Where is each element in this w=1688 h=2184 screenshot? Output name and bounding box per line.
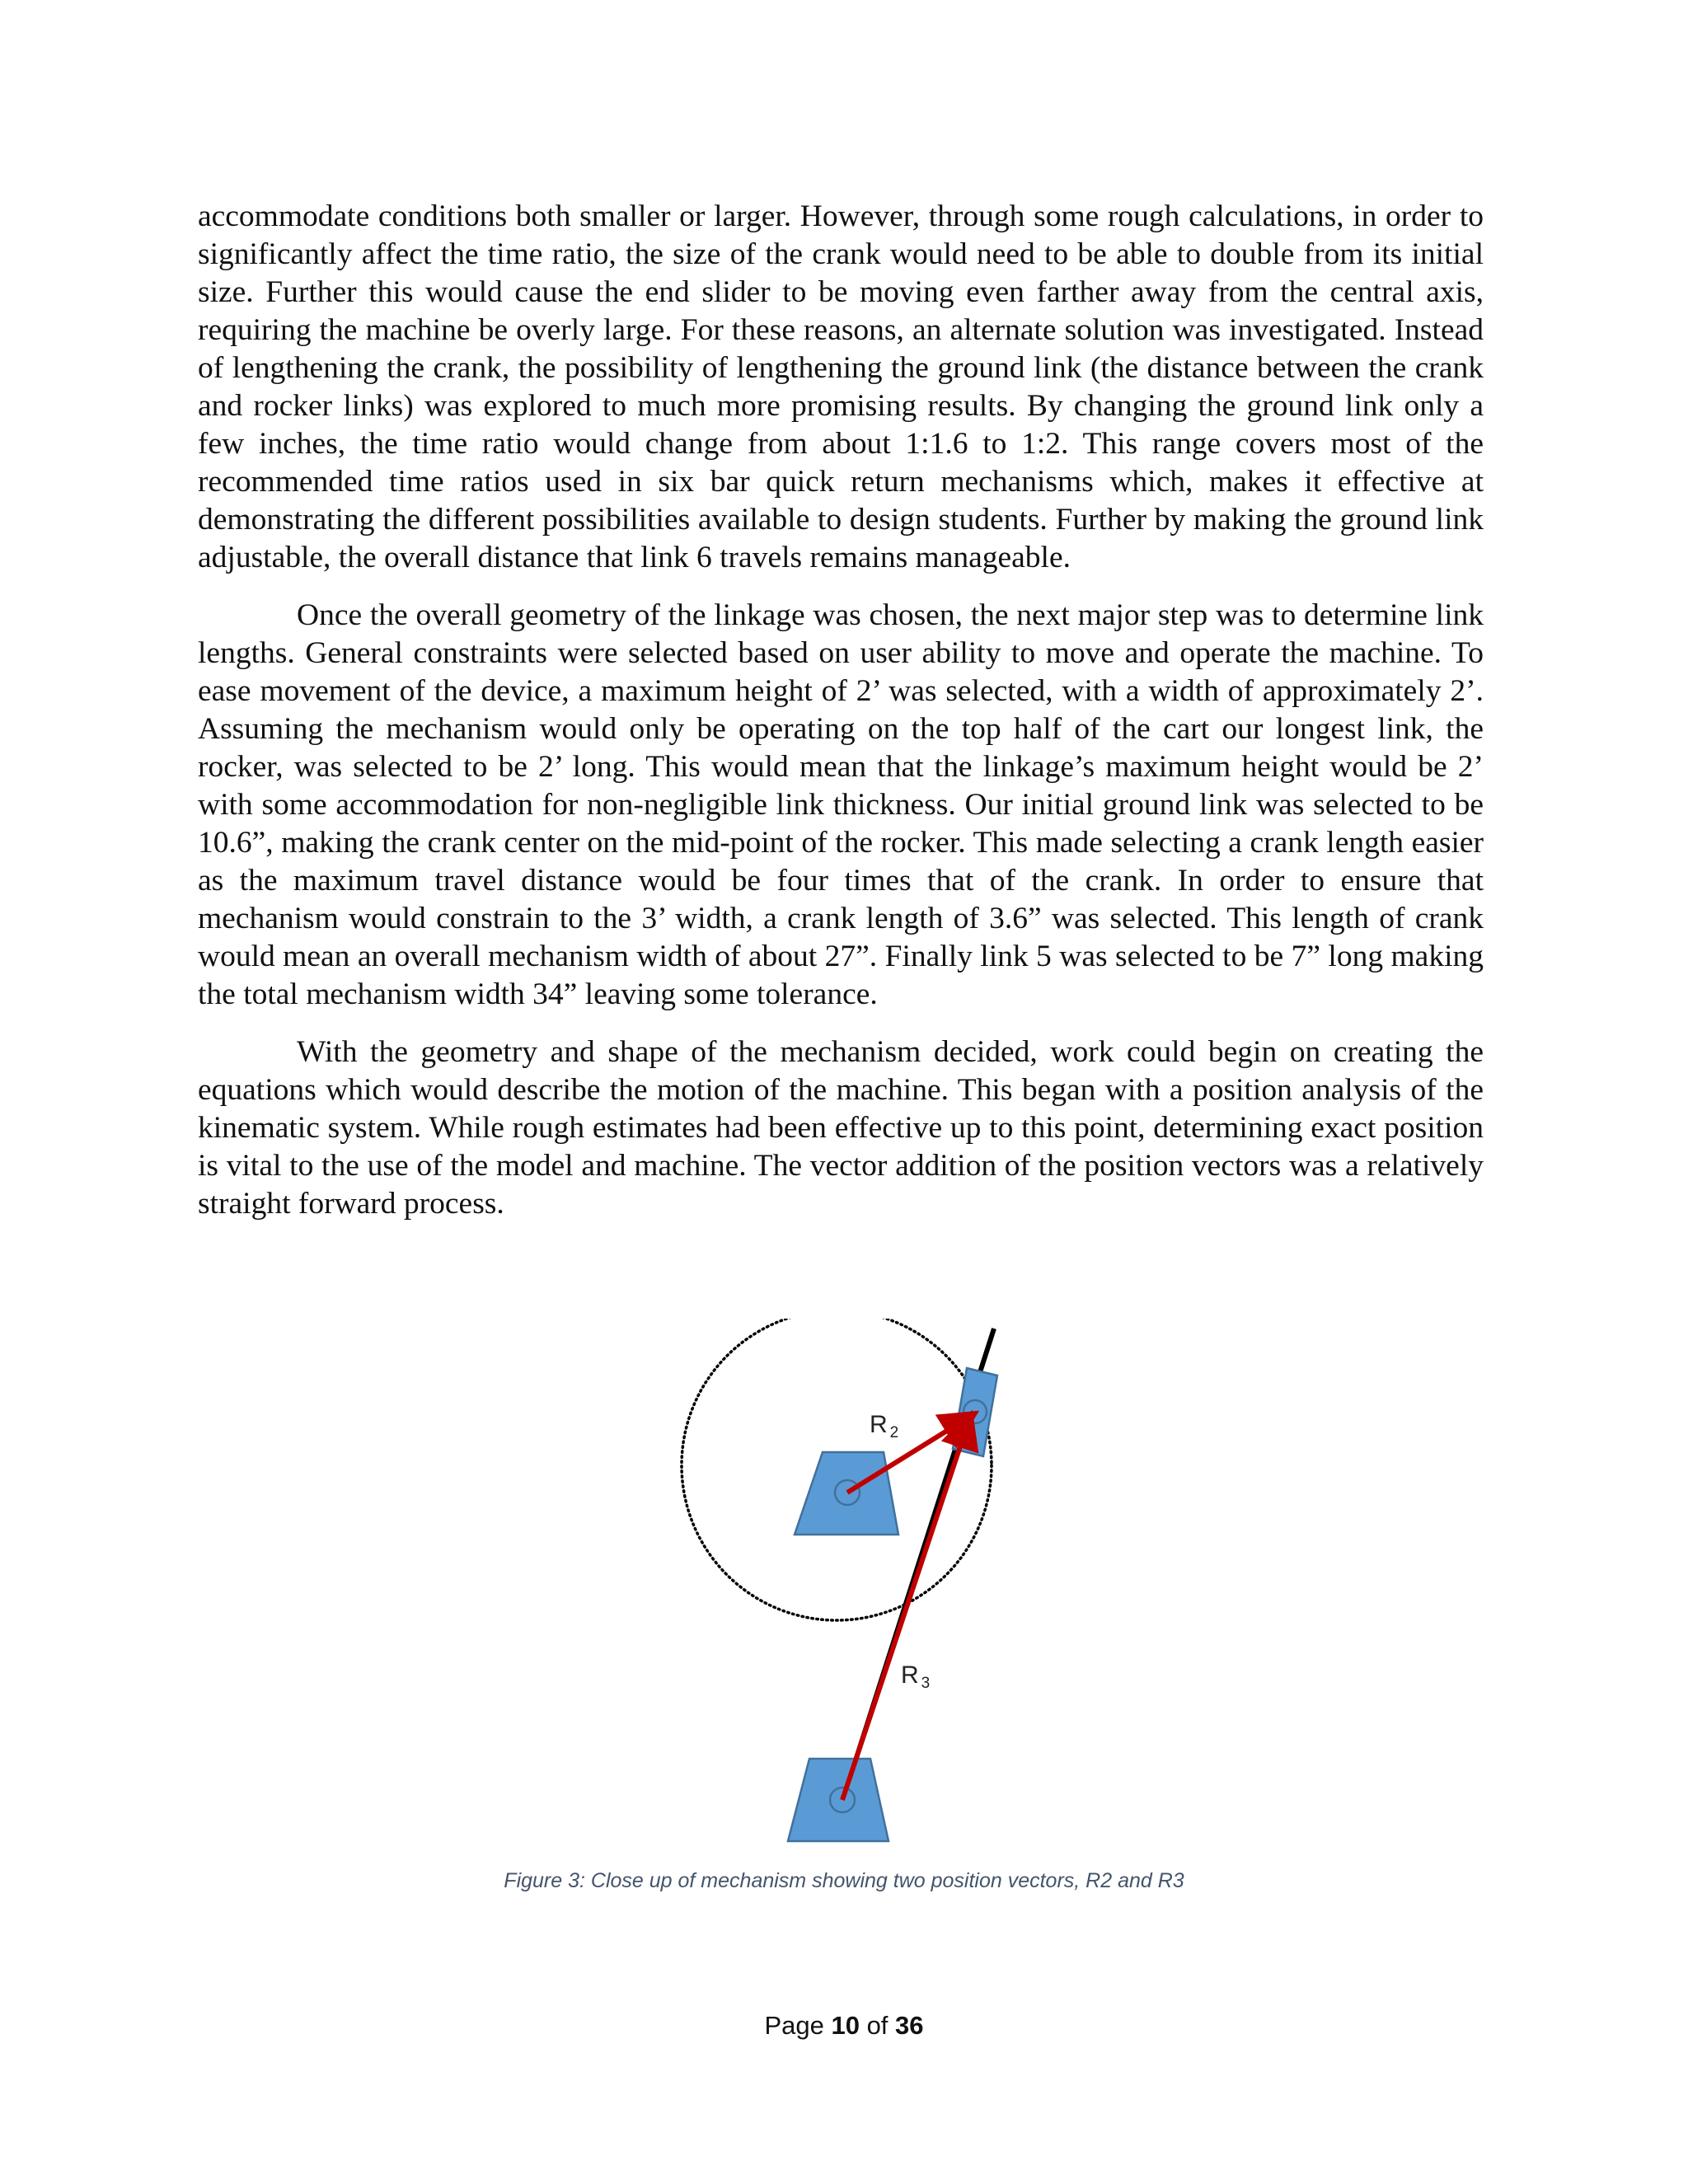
body-text (198, 198, 1484, 1243)
paragraph-2: Once the overall geometry of the linkage was chosen, the next major step was to determine link lengths. General constraints were selected based on user ability to move and operate the machine. To ease movement of the device, a maximum height of 2’ was selected, with a width of approximately 2’. Assuming the mechanism would only be operating on the top half of the cart our longest link, the rocker, was selected to be 2’ long. This would mean that the linkage’s maximum height would be 2’ with some accommodation for non-negligible link thickness. Our initial ground link was selected to be 10.6”, making the crank center on the mid-point of the rocker. This made selecting a crank length easier as the maximum travel distance would be four times that of the crank. In order to ensure that mechanism would constrain to the 3’ width, a crank length of 3.6” was selected. This length of crank would mean an overall mechanism width of about 27”. Finally link 5 was selected to be 7” long making the total mechanism width 34” leaving some tolerance. (198, 598, 1484, 1011)
page-middle: of (859, 2011, 896, 2040)
rocker-ground-pivot (788, 1759, 889, 1841)
r2-label: R $_2$ (870, 1411, 899, 1441)
mechanism-figure (659, 1319, 1039, 1854)
r3-label: R $_3$ (901, 1661, 931, 1692)
page-footer (0, 2011, 1688, 2041)
paragraph-1: accommodate conditions both smaller or larger. However, through some rough calculations, in order to significantly affect the time ratio, the size of the crank would need to be able to double from its initial size. Further this would cause the end slider to be moving even farther away from the central axis, requiring the machine be overly large. For these reasons, an alternate solution was investigated. Instead of lengthening the crank, the possibility of lengthening the ground link (the distance between the crank and rocker links) was explored to much more promising results. By changing the ground link only a few inches, the time ratio would change from about 1:1.6 to 1:2. This range covers most of the recommended time ratios used in six bar quick return mechanisms which, makes it effective at demonstrating the different possibilities available to design students. Further by making the ground link adjustable, the overall distance that link 6 travels remains manageable. (198, 199, 1484, 574)
paragraph-3: With the geometry and shape of the mechanism decided, work could begin on creating the equations which would describe the motion of the machine. This began with a position analysis of the kinematic system. While rough estimates had been effective up to this point, determining exact position is vital to the use of the model and machine. The vector addition of the position vectors was a relatively straight forward process. (198, 1035, 1484, 1221)
figure-caption: Figure 3: Close up of mechanism showing two position vectors, R2 and R3 (504, 1869, 1184, 1892)
crank-ground-pivot (795, 1452, 898, 1535)
page-prefix: Page (764, 2011, 832, 2040)
page-number: 10 (831, 2011, 860, 2040)
page-total: 36 (895, 2011, 924, 2040)
mechanism-diagram (659, 1319, 1039, 1854)
